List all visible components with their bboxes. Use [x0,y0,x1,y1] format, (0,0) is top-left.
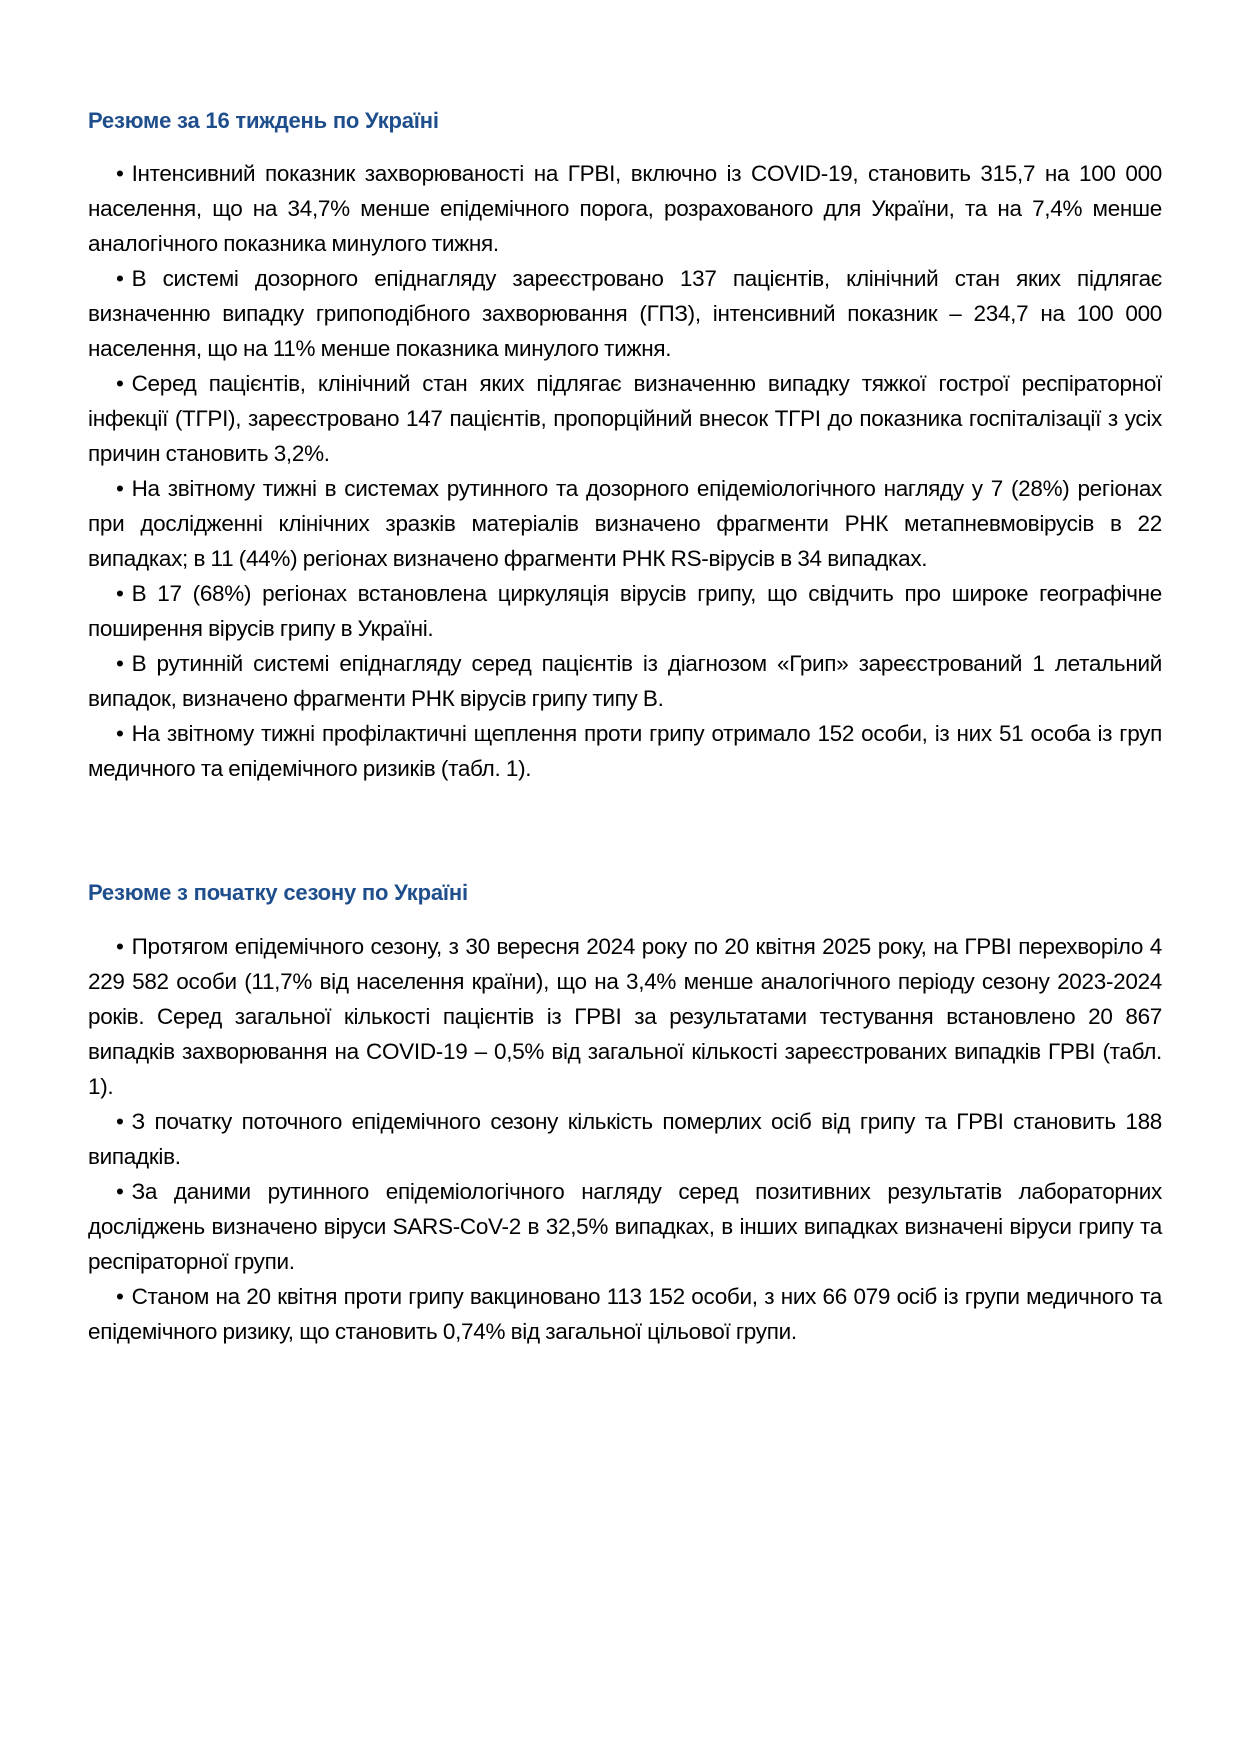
bullet-icon: • [116,581,124,606]
section-title-weekly-summary: Резюме за 16 тиждень по Україні [88,108,439,133]
season-summary-body [88,929,1162,1349]
bullet-icon: • [116,721,124,746]
season-bullet-deaths: • З початку поточного епідемічного сезону кількість померлих осіб від грипу та ГРВІ становить 188 випадків. [88,1104,1162,1174]
bullet-icon: • [116,1109,124,1134]
weekly-bullet-flu-circulation: • В 17 (68%) регіонах встановлена циркуляція вірусів грипу, що свідчить про широке географічне поширення вірусів грипу в Україні. [88,576,1162,646]
bullet-icon: • [116,651,124,676]
season-bullet-vaccination: • Станом на 20 квітня проти грипу вакциновано 113 152 особи, з них 66 079 осіб із групи медичного та епідемічного ризику, що становить 0,74% від загальної цільової групи. [88,1279,1162,1349]
bullet-icon: • [116,266,124,291]
season-bullet-lab-results: • За даними рутинного епідеміологічного нагляду серед позитивних результатів лабораторних досліджень визначено віруси SARS-CoV-2 в 32,5% випадках, в інших випадках визначені віруси грипу та респіраторної групи. [88,1174,1162,1279]
weekly-summary-body [88,156,1162,786]
bullet-icon: • [116,476,124,501]
weekly-bullet-fatal-case: • В рутинній системі епіднагляду серед пацієнтів із діагнозом «Грип» зареєстрований 1 летальний випадок, визначено фрагменти РНК вірусів грипу типу В. [88,646,1162,716]
bullet-icon: • [116,934,124,959]
weekly-bullet-sari: • Серед пацієнтів, клінічний стан яких підлягає визначенню випадку тяжкої гострої респіраторної інфекції (ТГРІ), зареєстровано 147 пацієнтів, пропорційний внесок ТГРІ до показника госпіталізації з усіх причин становить 3,2%. [88,366,1162,471]
bullet-icon: • [116,1284,124,1309]
bullet-icon: • [116,1179,124,1204]
section-title-season-summary: Резюме з початку сезону по Україні [88,880,468,905]
bullet-icon: • [116,161,124,186]
weekly-bullet-rna-viruses: • На звітному тижні в системах рутинного та дозорного епідеміологічного нагляду у 7 (28%) регіонах при дослідженні клінічних зразків матеріалів визначено фрагменти РНК метапневмовірусів в 22 випадках; в 11 (44%) регіонах визначено фрагменти РНК RS-вірусів в 34 випадках. [88,471,1162,576]
weekly-bullet-sentinel-ili: • В системі дозорного епіднагляду зареєстровано 137 пацієнтів, клінічний стан яких підлягає визначенню випадку грипоподібного захворювання (ГПЗ), інтенсивний показник – 234,7 на 100 000 населення, що на 11% менше показника минулого тижня. [88,261,1162,366]
bullet-icon: • [116,371,124,396]
weekly-bullet-vaccination: • На звітному тижні профілактичні щеплення проти грипу отримало 152 особи, із них 51 особа із груп медичного та епідемічного ризиків (табл. 1). [88,716,1162,786]
season-bullet-total-cases: • Протягом епідемічного сезону, з 30 вересня 2024 року по 20 квітня 2025 року, на ГРВІ перехворіло 4 229 582 особи (11,7% від населення країни), що на 3,4% менше аналогічного періоду сезону 2023-2024 років. Серед загальної кількості пацієнтів із ГРВІ за результатами тестування встановлено 20 867 випадків захворювання на COVID-19 – 0,5% від загальної кількості зареєстрованих випадків ГРВІ (табл. 1). [88,929,1162,1104]
weekly-bullet-incidence: • Інтенсивний показник захворюваності на ГРВІ, включно із COVID-19, становить 315,7 на 100 000 населення, що на 34,7% менше епідемічного порога, розрахованого для України, та на 7,4% менше аналогічного показника минулого тижня. [88,156,1162,261]
